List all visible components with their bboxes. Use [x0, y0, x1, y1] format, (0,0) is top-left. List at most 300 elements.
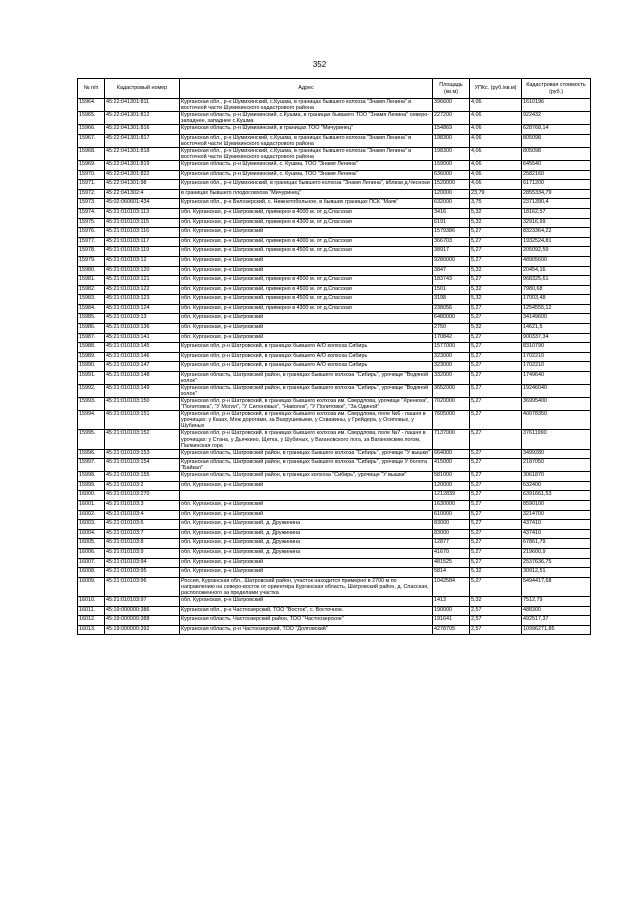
- area-cell: 41670: [433, 549, 470, 559]
- cadastral-value-cell: 805098: [522, 147, 591, 160]
- address-cell: Курганская область, р-н Шумихинский, с. Кушма, ТОО "Знамя Ленина": [180, 170, 433, 180]
- cadastral-number-cell: 45:21:010103:96: [105, 577, 180, 596]
- upks-cell: 4,06: [470, 99, 522, 112]
- upks-cell: 5,27: [470, 385, 522, 398]
- cadastral-value-cell: 645540: [522, 160, 591, 170]
- cadastral-value-cell: 3214700: [522, 510, 591, 520]
- table-row: [78, 616, 591, 626]
- cadastral-value-cell: 17003,48: [522, 295, 591, 305]
- address-cell: обл. Курганская, р-н Шатровский, примерно в 4300 м. от д.Спасская: [180, 218, 433, 228]
- upks-cell: 4,06: [470, 134, 522, 147]
- upks-cell: 5,27: [470, 539, 522, 549]
- table-row: [78, 304, 591, 314]
- row-number-cell: 16007.: [78, 558, 105, 568]
- table-row: [78, 481, 591, 491]
- cadastral-number-cell: 45:21:010103:4: [105, 510, 180, 520]
- table-row: [78, 352, 591, 362]
- area-cell: 332000: [433, 372, 470, 385]
- table-row: [78, 199, 591, 209]
- upks-cell: 5,27: [470, 501, 522, 511]
- column-header-cadastral-value: Кадастровая стоимость (руб.): [522, 79, 591, 99]
- address-cell: Курганская область, Шатровский район, в границах колхоза "Сибирь", урочище "У вышки": [180, 472, 433, 482]
- upks-cell: 5,27: [470, 430, 522, 449]
- cadastral-value-cell: 628768,14: [522, 125, 591, 135]
- area-cell: 12877: [433, 539, 470, 549]
- cadastral-value-cell: 492517,37: [522, 616, 591, 626]
- upks-cell: 5,27: [470, 237, 522, 247]
- table-body: [78, 99, 591, 635]
- table-row: [78, 520, 591, 530]
- row-number-cell: 16008.: [78, 568, 105, 578]
- area-cell: 323000: [433, 352, 470, 362]
- area-cell: 5814: [433, 568, 470, 578]
- address-cell: обл. Курганская, р-н Шатровский, д. Дружинина: [180, 529, 433, 539]
- table-row: [78, 99, 591, 112]
- row-number-cell: 15988.: [78, 343, 105, 353]
- table-row: [78, 577, 591, 596]
- cadastral-value-cell: 3499280: [522, 449, 591, 459]
- address-cell: Курганская область, Частоозерский район, ТОО "Частоозерское": [180, 616, 433, 626]
- area-cell: 3652000: [433, 385, 470, 398]
- area-cell: 227200: [433, 112, 470, 125]
- upks-cell: 5,32: [470, 295, 522, 305]
- cadastral-value-cell: 3061870: [522, 472, 591, 482]
- cadastral-value-cell: 900337,34: [522, 333, 591, 343]
- cadastral-value-cell: 2582160: [522, 170, 591, 180]
- upks-cell: 5,27: [470, 491, 522, 501]
- cadastral-value-cell: 2537636,75: [522, 558, 591, 568]
- cadastral-value-cell: 48905600: [522, 256, 591, 266]
- row-number-cell: 15973.: [78, 199, 105, 209]
- row-number-cell: 15984.: [78, 304, 105, 314]
- cadastral-number-cell: 45:22:041301:819: [105, 160, 180, 170]
- row-number-cell: 15990.: [78, 362, 105, 372]
- row-number-cell: 15977.: [78, 237, 105, 247]
- row-number-cell: 16009.: [78, 577, 105, 596]
- cadastral-value-cell: 14621,5: [522, 324, 591, 334]
- area-cell: 9280000: [433, 256, 470, 266]
- upks-cell: 4,06: [470, 170, 522, 180]
- area-cell: 1413: [433, 596, 470, 606]
- address-cell: Курганская обл, р-н Шатровский, в границах бывшего А/О колхоза Сибирь: [180, 362, 433, 372]
- cadastral-number-cell: 45:21:010103:146: [105, 352, 180, 362]
- area-cell: 1630000: [433, 501, 470, 511]
- address-cell: в границах бывшего плодосовхоза "Мичуринец": [180, 189, 433, 199]
- row-number-cell: 15996.: [78, 449, 105, 459]
- column-header-area: Площадь (кв.м): [433, 79, 470, 99]
- address-cell: Курганская обл., р-н Шумихинский, с.Кушма, в границах бывшего колхоза "Знамя Ленина" в восточной части Шумихинского кадастрового района: [180, 147, 433, 160]
- table-row: [78, 218, 591, 228]
- row-number-cell: 15989.: [78, 352, 105, 362]
- upks-cell: 5,27: [470, 529, 522, 539]
- area-cell: 1579386: [433, 228, 470, 238]
- area-cell: 83000: [433, 529, 470, 539]
- upks-cell: 5,27: [470, 314, 522, 324]
- area-cell: 191641: [433, 616, 470, 626]
- address-cell: Курганская область, Шатровский район, в границах бывшего колхоза "Сибирь", урочище "Водяной колок": [180, 385, 433, 398]
- table-row: [78, 314, 591, 324]
- upks-cell: 5,27: [470, 472, 522, 482]
- cadastral-number-cell: 45:21:010103:6: [105, 520, 180, 530]
- cadastral-number-cell: 45:21:010103:113: [105, 208, 180, 218]
- row-number-cell: 16011.: [78, 606, 105, 616]
- address-cell: Курганская область, р-н Шумихинский, с.Кушма, в границах бывшего ТОО "Знамя Ленина" северо-западнее, западнее с.Кушма: [180, 112, 433, 125]
- cadastral-value-cell: 10996271,85: [522, 625, 591, 635]
- area-cell: 396600: [433, 99, 470, 112]
- cadastral-number-cell: 45:21:010103:270: [105, 491, 180, 501]
- area-cell: 6480000: [433, 314, 470, 324]
- table-row: [78, 549, 591, 559]
- table-row: [78, 539, 591, 549]
- table-row: [78, 501, 591, 511]
- cadastral-number-cell: 45:21:010103:13: [105, 314, 180, 324]
- row-number-cell: 15964.: [78, 99, 105, 112]
- area-cell: 1212839: [433, 491, 470, 501]
- row-number-cell: 15981.: [78, 276, 105, 286]
- area-cell: 7020000: [433, 398, 470, 411]
- upks-cell: 5,27: [470, 577, 522, 596]
- row-number-cell: 16012.: [78, 616, 105, 626]
- upks-cell: 5,27: [470, 549, 522, 559]
- table-row: [78, 459, 591, 472]
- cadastral-number-cell: 45:21:010103:124: [105, 304, 180, 314]
- address-cell: обл. Курганская, р-н Шатровский, примерно в 4000 м. от д.Спасская: [180, 237, 433, 247]
- row-number-cell: 16004.: [78, 529, 105, 539]
- address-cell: Курганская обл, р-н Шатровский, в границах бывшего колхоза им. Свердлова, поле №7 - пашня в урочищах: у Стана, у Дьячкино, Щетка, у Шубиных, у Вагановского лога, за Вагановским логом, Палкинская гора: [180, 430, 433, 449]
- row-number-cell: 15998.: [78, 472, 105, 482]
- area-cell: 120000: [433, 189, 470, 199]
- row-number-cell: 15976.: [78, 228, 105, 238]
- row-number-cell: 15969.: [78, 160, 105, 170]
- row-number-cell: 15970.: [78, 170, 105, 180]
- table-row: [78, 208, 591, 218]
- table-row: [78, 385, 591, 398]
- table-row: [78, 276, 591, 286]
- cadastral-value-cell: 7980,68: [522, 285, 591, 295]
- table-row: [78, 112, 591, 125]
- cadastral-number-cell: 45:21:010103:147: [105, 362, 180, 372]
- cadastral-value-cell: 37611990: [522, 430, 591, 449]
- table-row: [78, 411, 591, 430]
- area-cell: 120000: [433, 481, 470, 491]
- cadastral-value-cell: 922432: [522, 112, 591, 125]
- address-cell: Курганская обл., р-н Частоозерский, ТОО "Восток", с. Восточное.: [180, 606, 433, 616]
- upks-cell: 5,32: [470, 324, 522, 334]
- area-cell: 154869: [433, 125, 470, 135]
- row-number-cell: 16001.: [78, 501, 105, 511]
- upks-cell: 5,32: [470, 596, 522, 606]
- column-header-upks: УПКс. (руб./кв.м): [470, 79, 522, 99]
- cadastral-number-cell: 45:21:010103:95: [105, 568, 180, 578]
- address-cell: обл. Курганская, р-н Шатровский: [180, 510, 433, 520]
- upks-cell: 2,57: [470, 616, 522, 626]
- area-cell: 1577000: [433, 343, 470, 353]
- upks-cell: 5,27: [470, 449, 522, 459]
- table-header-row: [78, 79, 591, 99]
- cadastral-number-cell: 45:22:041301:818: [105, 147, 180, 160]
- area-cell: 2750: [433, 324, 470, 334]
- area-cell: 323000: [433, 362, 470, 372]
- upks-cell: 5,32: [470, 568, 522, 578]
- upks-cell: 5,32: [470, 208, 522, 218]
- area-cell: 198300: [433, 134, 470, 147]
- cadastral-number-cell: 45:21:010103:3: [105, 501, 180, 511]
- table-row: [78, 472, 591, 482]
- address-cell: обл. Курганская, р-н Шатровский, примерно в 4300 м. от д.Спасская: [180, 304, 433, 314]
- area-cell: 1520000: [433, 180, 470, 190]
- row-number-cell: 15974.: [78, 208, 105, 218]
- cadastral-number-cell: 45:19:000000:388: [105, 616, 180, 626]
- row-number-cell: 15993.: [78, 398, 105, 411]
- cadastral-value-cell: 2855334,79: [522, 189, 591, 199]
- cadastral-number-cell: 45:21:010103:122: [105, 285, 180, 295]
- area-cell: 481525: [433, 558, 470, 568]
- row-number-cell: 15971.: [78, 180, 105, 190]
- cadastral-value-cell: 18162,57: [522, 208, 591, 218]
- address-cell: обл. Курганская, р-н Шатровский: [180, 596, 433, 606]
- cadastral-number-cell: 45:21:010103:145: [105, 343, 180, 353]
- address-cell: Курганская область, р-н Частоозерский, ТОО "Долговский": [180, 625, 433, 635]
- address-cell: обл. Курганская, р-н Шатровский: [180, 558, 433, 568]
- table-row: [78, 558, 591, 568]
- cadastral-value-cell: 205092,59: [522, 247, 591, 257]
- row-number-cell: 15995.: [78, 430, 105, 449]
- area-cell: 3416: [433, 208, 470, 218]
- row-number-cell: 15997.: [78, 459, 105, 472]
- area-cell: 183743: [433, 276, 470, 286]
- cadastral-value-cell: 5494417,68: [522, 577, 591, 596]
- area-cell: 632000: [433, 199, 470, 209]
- upks-cell: 2,57: [470, 606, 522, 616]
- row-number-cell: 15999.: [78, 481, 105, 491]
- cadastral-number-cell: 45:19:000000:392: [105, 625, 180, 635]
- upks-cell: 5,32: [470, 218, 522, 228]
- column-header-number: № п/п: [78, 79, 105, 99]
- address-cell: обл. Курганская, р-н Шатровский, примерно в 4000 м. от д.Спасская: [180, 208, 433, 218]
- address-cell: Россия, Курганская обл., Шатровский район, участок находится примерно в 2700 м по направлению на северо-восток от ориентира Курганская область, Шатровский район, д. Спасская, расположенного за пределами участка: [180, 577, 433, 596]
- cadastral-number-cell: 45:19:000000:386: [105, 606, 180, 616]
- address-cell: Курганская область, р-н Шумихинский, в границах ТОО "Мичуринец": [180, 125, 433, 135]
- table-row: [78, 324, 591, 334]
- cadastral-value-cell: 8323364,22: [522, 228, 591, 238]
- area-cell: 38917: [433, 247, 470, 257]
- upks-cell: 5,27: [470, 333, 522, 343]
- cadastral-number-cell: 45:21:010103:149: [105, 385, 180, 398]
- cadastral-number-cell: 45:22:041301:822: [105, 170, 180, 180]
- upks-cell: 5,27: [470, 343, 522, 353]
- area-cell: 3198: [433, 295, 470, 305]
- cadastral-number-cell: 45:21:010103:155: [105, 472, 180, 482]
- cadastral-value-cell: 805098: [522, 134, 591, 147]
- address-cell: обл. Курганская, р-н Шатровский, примерно в 4500 м. от д.Спасская: [180, 276, 433, 286]
- cadastral-value-cell: 2187050: [522, 459, 591, 472]
- upks-cell: 3,75: [470, 199, 522, 209]
- address-cell: обл. Курганская, р-н Шатровский: [180, 568, 433, 578]
- row-number-cell: 16002.: [78, 510, 105, 520]
- cadastral-number-cell: 45:22:041301:811: [105, 99, 180, 112]
- address-cell: обл. Курганская, р-н Шатровский, примерно в 4500 м. от д.Спасская: [180, 285, 433, 295]
- cadastral-number-cell: 45:22:041301:98: [105, 180, 180, 190]
- area-cell: 664000: [433, 449, 470, 459]
- row-number-cell: 16000.: [78, 491, 105, 501]
- row-number-cell: 15972.: [78, 189, 105, 199]
- address-cell: Курганская обл., р-н Шумихинский, с.Кушма, в границах бывшего колхоза "Знамя Ленина" в восточной части Шумихинского кадастрового района: [180, 134, 433, 147]
- address-cell: Курганская обл., р-н Шумихинский, с.Кушма, в границах бывшего колхоза "Знамя Ленина" в восточной части Шумихинского кадастрового района: [180, 99, 433, 112]
- table-row: [78, 125, 591, 135]
- table-row: [78, 568, 591, 578]
- address-cell: Курганская область, Шатровский район, в границах бывшего колхоза "Сибирь", урочище У болота "Байкал": [180, 459, 433, 472]
- address-cell: обл. Курганская, р-н Шатровский: [180, 333, 433, 343]
- row-number-cell: 15991.: [78, 372, 105, 385]
- table-row: [78, 134, 591, 147]
- address-cell: обл. Курганская, р-н Шатровский: [180, 324, 433, 334]
- upks-cell: 5,27: [470, 372, 522, 385]
- address-cell: Курганская обл., р-н Шумихинский, в границах бывшего колхоза "Знамя Ленина", вблизи д.Чесноки: [180, 180, 433, 190]
- address-cell: Курганская обл, р-н Шатровский, в границах бывшего колхоза им. Свердлова, поле №6 - пашня в урочищах: у Казах, Меж дорогами, за Вахрушевыми, у Схважины, у Грейдера, у Осиповых, у Шубиных: [180, 411, 433, 430]
- cadastral-number-cell: 45:22:041301:812: [105, 112, 180, 125]
- address-cell: обл. Курганская, р-н Шатровский, примерно в 4500 м. от д.Спасская: [180, 247, 433, 257]
- cadastral-value-cell: 437410: [522, 520, 591, 530]
- cadastral-value-cell: 7512,79: [522, 596, 591, 606]
- area-cell: 610000: [433, 510, 470, 520]
- table-row: [78, 147, 591, 160]
- cadastral-value-cell: 34149600: [522, 314, 591, 324]
- address-cell: обл. Курганская, р-н Шатровский: [180, 314, 433, 324]
- table-row: [78, 237, 591, 247]
- upks-cell: 23,79: [470, 189, 522, 199]
- address-cell: Курганская область, р-н Шумихинский, с. Кушма, ТОО "Знамя Ленина": [180, 160, 433, 170]
- upks-cell: 5,27: [470, 352, 522, 362]
- table-row: [78, 247, 591, 257]
- upks-cell: 5,27: [470, 304, 522, 314]
- cadastral-value-cell: 1749640: [522, 372, 591, 385]
- table-row: [78, 256, 591, 266]
- table-row: [78, 398, 591, 411]
- cadastral-number-cell: 45:02:060601:434: [105, 199, 180, 209]
- row-number-cell: 15982.: [78, 285, 105, 295]
- cadastral-value-cell: 36995400: [522, 398, 591, 411]
- upks-cell: 4,06: [470, 180, 522, 190]
- cadastral-value-cell: 1702210: [522, 362, 591, 372]
- upks-cell: 4,06: [470, 160, 522, 170]
- address-cell: обл. Курганская, р-н Шатровский: [180, 501, 433, 511]
- table-row: [78, 362, 591, 372]
- cadastral-value-cell: 19246040: [522, 385, 591, 398]
- table-row: [78, 189, 591, 199]
- table-row: [78, 160, 591, 170]
- upks-cell: 5,27: [470, 520, 522, 530]
- table-row: [78, 285, 591, 295]
- table-row: [78, 333, 591, 343]
- row-number-cell: 16013.: [78, 625, 105, 635]
- cadastral-number-cell: 45:21:010103:8: [105, 539, 180, 549]
- cadastral-value-cell: 1254555,12: [522, 304, 591, 314]
- cadastral-number-cell: 45:21:010103:151: [105, 411, 180, 430]
- cadastral-number-cell: 45:21:010103:141: [105, 333, 180, 343]
- address-cell: Курганская обл., р-н Белозерский, с. Нижнетобольное, в бывших границах ПСК "Маяк": [180, 199, 433, 209]
- address-cell: обл. Курганская, р-н Шатровский: [180, 256, 433, 266]
- area-cell: 7605000: [433, 411, 470, 430]
- upks-cell: 4,06: [470, 147, 522, 160]
- table-row: [78, 266, 591, 276]
- address-cell: обл. Курганская, р-н Шатровский: [180, 266, 433, 276]
- cadastral-number-cell: 45:21:010103:9: [105, 549, 180, 559]
- table-row: [78, 170, 591, 180]
- table-row: [78, 372, 591, 385]
- cadastral-number-cell: 45:22:041301:816: [105, 125, 180, 135]
- area-cell: 415000: [433, 459, 470, 472]
- upks-cell: 5,27: [470, 398, 522, 411]
- area-cell: 3847: [433, 266, 470, 276]
- cadastral-value-cell: 6171200: [522, 180, 591, 190]
- cadastral-number-cell: 45:21:010103:150: [105, 398, 180, 411]
- cadastral-value-cell: 8590100: [522, 501, 591, 511]
- cadastral-number-cell: 45:21:010103:117: [105, 237, 180, 247]
- address-cell: обл. Курганская, р-н Шатровский, д. Дружинина: [180, 520, 433, 530]
- row-number-cell: 15975.: [78, 218, 105, 228]
- address-cell: обл. Курганская, р-н Шатровский, д. Дружинина: [180, 539, 433, 549]
- page-number: 352: [312, 60, 327, 69]
- row-number-cell: 15987.: [78, 333, 105, 343]
- address-cell: Курганская область, Шатровский район, в границах бывшего колхоза "Сибирь", урочище "Водяной колок": [180, 372, 433, 385]
- address-cell: Курганская обл, р-н Шатровский, в границах бывшего колхоза им. Свердлова, урочище "Хренюха", "Политовка", "У Могил", "У Силоновых", "Наволок", "У Политовки", "За Одиной": [180, 398, 433, 411]
- cadastral-number-cell: 45:21:010103:12: [105, 256, 180, 266]
- area-cell: 4278705: [433, 625, 470, 635]
- table-row: [78, 491, 591, 501]
- cadastral-number-cell: 45:21:010103:136: [105, 324, 180, 334]
- upks-cell: 5,27: [470, 558, 522, 568]
- address-cell: обл. Курганская, р-н Шатровский, примерно в 4500 м. от д.Спасская: [180, 295, 433, 305]
- cadastral-value-cell: 1702210: [522, 352, 591, 362]
- upks-cell: 5,27: [470, 228, 522, 238]
- address-cell: Курганская обл, р-н Шатровский, в границах бывшего А/О колхоза Сибирь: [180, 343, 433, 353]
- column-header-cadastral-number: Кадастровый номер: [105, 79, 180, 99]
- upks-cell: 5,32: [470, 285, 522, 295]
- row-number-cell: 16005.: [78, 539, 105, 549]
- upks-cell: 5,27: [470, 256, 522, 266]
- column-header-address: Адрес: [180, 79, 433, 99]
- address-cell: обл. Курганская, р-н Шатровский: [180, 481, 433, 491]
- cadastral-number-cell: 45:22:041302:4: [105, 189, 180, 199]
- area-cell: 238056: [433, 304, 470, 314]
- table-row: [78, 449, 591, 459]
- upks-cell: 5,27: [470, 459, 522, 472]
- cadastral-value-cell: 1932524,81: [522, 237, 591, 247]
- area-cell: 159000: [433, 160, 470, 170]
- table-row: [78, 596, 591, 606]
- cadastral-number-cell: 45:21:010103:115: [105, 218, 180, 228]
- cadastral-number-cell: 45:21:010103:120: [105, 266, 180, 276]
- table-row: [78, 295, 591, 305]
- table-row: [78, 180, 591, 190]
- upks-cell: 5,27: [470, 276, 522, 286]
- cadastral-number-cell: 45:21:010103:152: [105, 430, 180, 449]
- row-number-cell: 15992.: [78, 385, 105, 398]
- upks-cell: 2,57: [470, 625, 522, 635]
- area-cell: 1042584: [433, 577, 470, 596]
- upks-cell: 5,27: [470, 481, 522, 491]
- upks-cell: 5,32: [470, 266, 522, 276]
- address-cell: Курганская обл, р-н Шатровский, в границах бывшего А/О колхоза Сибирь: [180, 352, 433, 362]
- upks-cell: 4,06: [470, 112, 522, 125]
- row-number-cell: 15983.: [78, 295, 105, 305]
- row-number-cell: 15986.: [78, 324, 105, 334]
- table-row: [78, 430, 591, 449]
- cadastral-value-cell: 32916,99: [522, 218, 591, 228]
- area-cell: 6191: [433, 218, 470, 228]
- table-row: [78, 529, 591, 539]
- area-cell: 366703: [433, 237, 470, 247]
